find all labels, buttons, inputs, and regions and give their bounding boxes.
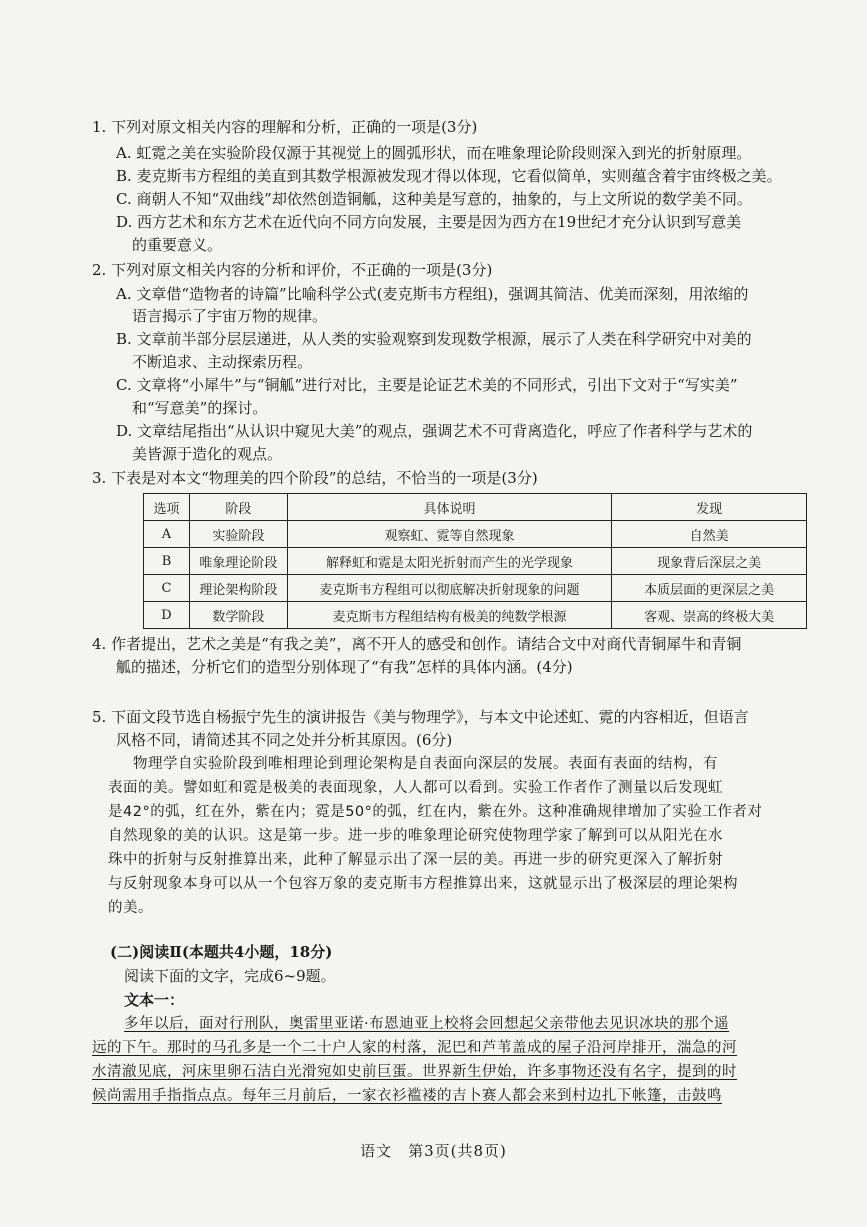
- q4-stem: 4. 作者提出，艺术之美是“有我之美”，离不开人的感受和创作。请结合文中对商代青铜犀牛和青铜: [92, 635, 742, 653]
- text-line: 候尚需用手指指点点。每年三月前后，一家衣衫褴褛的吉卜赛人都会来到村边扎下帐篷，击鼓鸣: [92, 1088, 722, 1104]
- table-cell: B: [144, 548, 190, 575]
- table-cell: 数学阶段: [189, 602, 287, 629]
- q4-stem-cont: 觚的描述，分析它们的造型分别体现了“有我”怎样的具体内涵。(4分): [116, 658, 573, 676]
- q2-option-a: A. 文章借“造物者的诗篇”比喻科学公式(麦克斯韦方程组)，强调其简洁、优美而深刻，用浓缩的: [116, 285, 749, 303]
- text-line: 远的下午。那时的马孔多是一个二十户人家的村落，泥巴和芦苇盖成的屋子沿河岸排开，湍急的河: [92, 1040, 737, 1056]
- text-line: 多年以后，面对行刑队，奥雷里亚诺·布恩迪亚上校将会回想起父亲带他去见识冰块的那个遥: [124, 1016, 730, 1032]
- q1-option-d-cont: 的重要意义。: [132, 236, 223, 254]
- q2-option-c: C. 文章将“小犀牛”与“铜觚”进行对比，主要是论证艺术美的不同形式，引出下文对于“写实美”: [116, 376, 738, 394]
- table-header-cell: 发现: [612, 494, 807, 521]
- table-cell: 现象背后深层之美: [612, 548, 807, 575]
- table-row: [144, 521, 807, 548]
- q5-passage-line: 与反射现象本身可以从一个包容万象的麦克斯韦方程推算出来，这就显示出了极深层的理论架构: [108, 876, 738, 892]
- table-cell: 解释虹和霓是太阳光折射而产生的光学现象: [287, 548, 611, 575]
- table-cell: 观察虹、霓等自然现象: [287, 521, 611, 548]
- q2-option-a-cont: 语言揭示了宇宙万物的规律。: [132, 307, 328, 325]
- q2-stem: 2. 下列对原文相关内容的分析和评价，不正确的一项是(3分): [92, 261, 493, 279]
- text-label: 文本一：: [124, 991, 185, 1009]
- table-cell: 客观、崇高的终极大美: [612, 602, 807, 629]
- q1-option-a: A. 虹霓之美在实验阶段仅源于其视觉上的圆弧形状，而在唯象理论阶段则深入到光的折射原理。: [116, 144, 752, 162]
- table-row: [144, 575, 807, 602]
- q3-stem: 3. 下表是对本文“物理美的四个阶段”的总结，不恰当的一项是(3分): [92, 469, 538, 487]
- table-header-cell: 具体说明: [287, 494, 611, 521]
- q2-option-d: D. 文章结尾指出“从认识中窥见大美”的观点，强调艺术不可背离造化，呼应了作者科学与艺术的: [116, 422, 753, 440]
- q1-stem: 1. 下列对原文相关内容的理解和分析，正确的一项是(3分): [92, 118, 478, 136]
- q5-passage-line: 珠中的折射与反射推算出来，此种了解显示出了深一层的美。再进一步的研究更深入了解折射: [108, 852, 723, 868]
- table-cell: 本质层面的更深层之美: [612, 575, 807, 602]
- stage-table: [143, 493, 807, 629]
- section-title: (二)阅读Ⅱ(本题共4小题，18分): [110, 943, 333, 961]
- table-row: [144, 602, 807, 629]
- q1-option-c: C. 商朝人不知“双曲线”却依然创造铜觚，这种美是写意的，抽象的，与上文所说的数学美不同。: [116, 190, 752, 208]
- q5-passage-line: 的美。: [108, 900, 153, 916]
- table-cell: 实验阶段: [189, 521, 287, 548]
- q5-passage-line: 是42°的弧，红在外，紫在内；霓是50°的弧，红在内，紫在外。这种准确规律增加了实验工作者对: [108, 804, 763, 820]
- q1-option-b: B. 麦克斯韦方程组的美直到其数学根源被发现才得以体现，它看似简单，实则蕴含着宇宙终极之美。: [116, 167, 782, 185]
- table-cell: A: [144, 521, 190, 548]
- table-row: [144, 548, 807, 575]
- q2-option-c-cont: 和“写意美”的探讨。: [132, 399, 268, 417]
- section-instruction: 阅读下面的文字，完成6~9题。: [124, 967, 336, 985]
- table-header-row: [144, 494, 807, 521]
- q1-option-d: D. 西方艺术和东方艺术在近代向不同方向发展，主要是因为西方在19世纪才充分认识到写意美: [116, 213, 742, 231]
- q5-passage-line: 表面的美。譬如虹和霓是极美的表面现象，人人都可以看到。实验工作者作了测量以后发现虹: [108, 780, 723, 796]
- table-cell: 麦克斯韦方程组可以彻底解决折射现象的问题: [287, 575, 611, 602]
- table-cell: 理论架构阶段: [189, 575, 287, 602]
- table-header-cell: 阶段: [189, 494, 287, 521]
- q2-option-d-cont: 美皆源于造化的观点。: [132, 445, 283, 463]
- page-footer: 语文 第3页(共8页): [360, 1142, 507, 1160]
- table-cell: C: [144, 575, 190, 602]
- q5-stem-cont: 风格不同，请简述其不同之处并分析其原因。(6分): [116, 731, 453, 749]
- table-cell: 自然美: [612, 521, 807, 548]
- q2-option-b: B. 文章前半部分层层递进，从人类的实验观察到发现数学根源，展示了人类在科学研究中对美的: [116, 330, 752, 348]
- table-cell: D: [144, 602, 190, 629]
- q2-option-b-cont: 不断追求、主动探索历程。: [132, 353, 313, 371]
- table-cell: 麦克斯韦方程组结构有极美的纯数学根源: [287, 602, 611, 629]
- table-header-cell: 选项: [144, 494, 190, 521]
- q5-stem: 5. 下面文段节选自杨振宁先生的演讲报告《美与物理学》，与本文中论述虹、霓的内容相近，但语言: [92, 708, 749, 726]
- text-line: 水清澈见底，河床里卵石洁白光滑宛如史前巨蛋。世界新生伊始，许多事物还没有名字，提到的时: [92, 1064, 737, 1080]
- q5-passage-line: 自然现象的美的认识。这是第一步。进一步的唯象理论研究使物理学家了解到可以从阳光在水: [108, 828, 723, 844]
- q5-passage-line: 物理学自实验阶段到唯相理论到理论架构是自表面向深层的发展。表面有表面的结构，有: [133, 756, 718, 772]
- table-cell: 唯象理论阶段: [189, 548, 287, 575]
